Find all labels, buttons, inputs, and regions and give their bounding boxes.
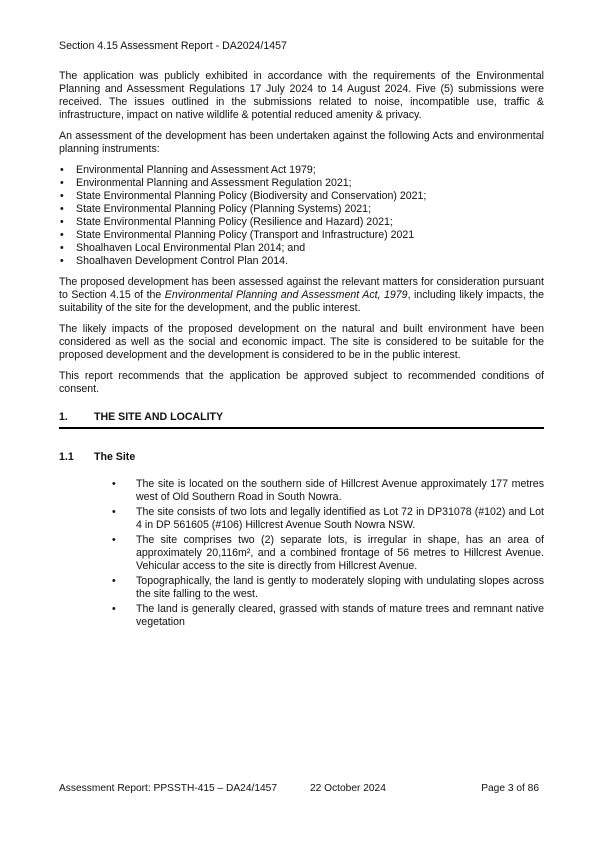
list-item: • Shoalhaven Development Control Plan 2014. — [59, 255, 544, 268]
subsection-number: 1.1 — [59, 451, 74, 463]
site-description-list — [59, 478, 544, 629]
list-item: • State Environmental Planning Policy (Transport and Infrastructure) 2021 — [59, 229, 544, 242]
list-item: • Shoalhaven Local Environmental Plan 2014; and — [59, 242, 544, 255]
footer-date: 22 October 2024 — [310, 783, 386, 794]
list-item: • The site comprises two (2) separate lots, is irregular in shape, has an area of approximately 20,116m², and a combined frontage of 56 metres to Hillcrest Avenue. Vehicular access to the site is directly from Hillcrest Avenue. — [136, 534, 544, 573]
list-item: • State Environmental Planning Policy (Resilience and Hazard) 2021; — [59, 216, 544, 229]
list-item: • Environmental Planning and Assessment Act 1979; — [59, 164, 544, 177]
page-header: Section 4.15 Assessment Report - DA2024/1457 — [59, 40, 287, 52]
section-number: 1. — [59, 411, 68, 423]
list-item: • State Environmental Planning Policy (Planning Systems) 2021; — [59, 203, 544, 216]
intro-paragraph-exhibition: The application was publicly exhibited in accordance with the requirements of the Environmental Planning and Assessment Regulations 17 July 2024 to 14 August 2024. Five (5) submissions were received. The issues outlined in the submissions related to noise, incompatible use, traffic & infrastructure, impact on native wildlife & potential reduced amenity & privacy. — [59, 70, 544, 121]
text-run: , including likely impacts, the suitability of the site for the development, and the public interest. — [59, 289, 544, 314]
subsection-heading — [59, 451, 544, 464]
list-item: • The site consists of two lots and legally identified as Lot 72 in DP31078 (#102) and Lot 4 in DP 561605 (#106) Hillcrest Avenue South Nowra NSW. — [136, 506, 544, 532]
intro-paragraph-impacts: The likely impacts of the proposed development on the natural and built environment have been considered as well as the social and economic impact. The site is considered to be suitable for the proposed development and the development is considered to be in the public interest. — [59, 323, 544, 361]
footer-page-number: Page 3 of 86 — [481, 783, 539, 794]
list-item: • Environmental Planning and Assessment Regulation 2021; — [59, 177, 544, 190]
footer-report-id: Assessment Report: PPSSTH-415 – DA24/1457 — [59, 783, 278, 794]
report-body — [59, 70, 544, 631]
intro-paragraph-recommendation: This report recommends that the application be approved subject to recommended conditions of consent. — [59, 370, 544, 395]
subsection-title: The Site — [94, 451, 136, 463]
list-item: • The land is generally cleared, grassed with stands of mature trees and remnant native vegetation — [136, 603, 544, 629]
intro-paragraph-section-415 — [59, 276, 544, 315]
instruments-list — [59, 164, 544, 268]
list-item: • Topographically, the land is gently to moderately sloping with undulating slopes across the site falling to the west. — [136, 575, 544, 601]
section-title: THE SITE AND LOCALITY — [94, 411, 224, 423]
act-title: Environmental Planning and Assessment Act, 1979 — [164, 289, 408, 301]
text-run: The proposed development has been assessed against the relevant matters for consideration pursuant to Section 4.15 of the — [59, 276, 544, 301]
intro-paragraph-assessment: An assessment of the development has been undertaken against the following Acts and environmental planning instruments: — [59, 130, 544, 155]
section-heading — [59, 411, 544, 429]
list-item: • The site is located on the southern side of Hillcrest Avenue approximately 177 metres west of Old Southern Road in South Nowra. — [136, 478, 544, 504]
list-item: • State Environmental Planning Policy (Biodiversity and Conservation) 2021; — [59, 190, 544, 203]
